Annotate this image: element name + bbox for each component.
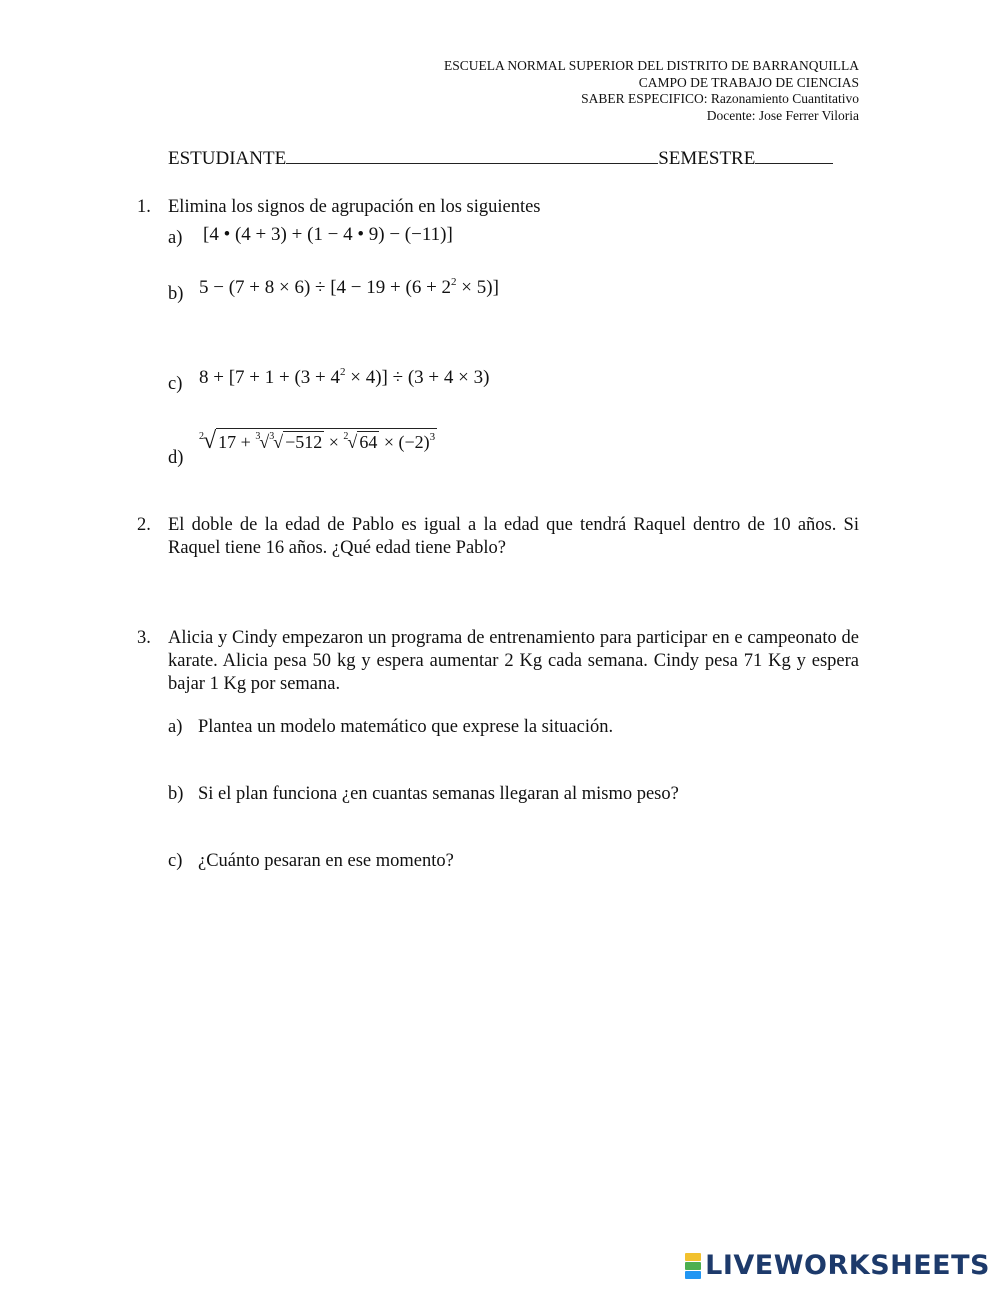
question-text: Elimina los signos de agrupación en los siguientes xyxy=(168,197,541,217)
expression-a: [4 • (4 + 3) + (1 − 4 • 9) − (−11)] xyxy=(203,224,453,245)
logo-block xyxy=(685,1262,701,1270)
item-label-a: a) xyxy=(168,228,183,248)
header-teacher: Docente: Jose Ferrer Viloria xyxy=(706,107,859,123)
sub-label: a) xyxy=(168,717,183,737)
sub-text: Plantea un modelo matemático que exprese la situación. xyxy=(198,717,614,737)
expression-d: $^2$√ 17 + $^3$√$^3$√ −512 × $^2$√ $64 \times (-2)^3$ xyxy=(199,428,436,454)
sub-question-c xyxy=(168,851,454,872)
item-label-d: d) xyxy=(168,448,184,468)
sub-text: ¿Cuánto pesaran en ese momento? xyxy=(198,851,454,871)
sub-text: Si el plan funciona ¿en cuantas semanas llegaran al mismo peso? xyxy=(198,784,679,804)
sub-question-b xyxy=(168,784,679,805)
sub-label: c) xyxy=(168,851,183,871)
logo-block xyxy=(685,1253,701,1261)
header-field: CAMPO DE TRABAJO DE CIENCIAS xyxy=(638,74,859,90)
school-header xyxy=(444,58,859,124)
header-school-name: ESCUELA NORMAL SUPERIOR DEL DISTRITO DE BARRANQUILLA xyxy=(443,58,859,73)
sub-label: b) xyxy=(168,784,184,804)
question-number: 2. xyxy=(137,515,151,535)
semester-label: SEMESTRE xyxy=(658,148,756,169)
logo-block xyxy=(685,1271,701,1279)
logo-text: LIVEWORKSHEETS xyxy=(705,1250,990,1281)
student-name-field[interactable] xyxy=(286,148,658,164)
expression-c: $8 + [7 + 1 + (3 + 4^2 \times 4)] \div (3 + 4 \times 3)$ xyxy=(199,366,490,388)
logo-mark-icon xyxy=(685,1253,701,1279)
liveworksheets-logo xyxy=(685,1250,990,1281)
header-subject: SABER ESPECIFICO: Razonamiento Cuantitativo xyxy=(581,91,859,106)
student-label: ESTUDIANTE xyxy=(168,148,287,169)
question-number: 1. xyxy=(137,197,151,217)
item-label-b: b) xyxy=(168,284,184,304)
sub-question-a xyxy=(168,717,613,738)
semester-field[interactable] xyxy=(755,148,833,164)
student-line xyxy=(168,148,833,170)
question-text: El doble de la edad de Pablo es igual a la edad que tendrá Raquel dentro de 10 años. Si Raquel tiene 16 años. ¿Qué edad tiene Pablo? xyxy=(168,515,859,558)
question-text: Alicia y Cindy empezaron un programa de entrenamiento para participar en e campeonato de karate. Alicia pesa 50 kg y espera aumentar 2 Kg cada semana. Cindy pesa 71 Kg y espera bajar 1 Kg por semana. xyxy=(168,628,859,694)
item-label-c: c) xyxy=(168,374,183,394)
question-number: 3. xyxy=(137,628,151,648)
expression-b: $5 - (7 + 8 \times 6) \div [4 - 19 + (6 + 2^2 \times 5)]$ xyxy=(199,276,499,298)
